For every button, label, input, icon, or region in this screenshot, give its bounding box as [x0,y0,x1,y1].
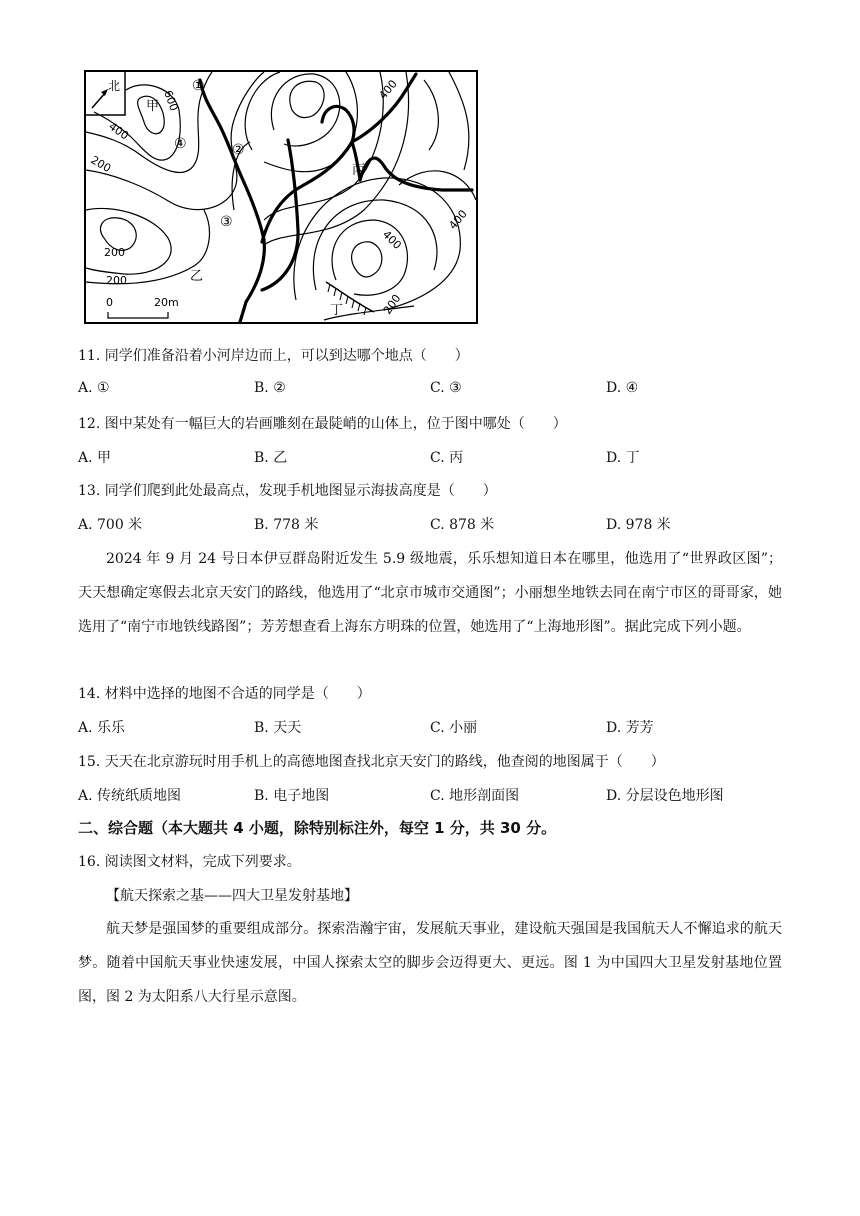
question-16-paragraph [78,912,782,1014]
option-c[interactable]: C. 地形剖面图 [430,788,520,804]
question-16-title: 【航天探索之基——四大卫星发射基地】 [106,888,358,904]
contour-map [84,70,478,324]
question-12-stem: 12. 图中某处有一幅巨大的岩画雕刻在最陡峭的山体上，位于图中哪处（ ） [78,416,567,432]
marker-4: ④ [174,136,187,152]
option-b[interactable]: B. ② [254,380,286,396]
option-c[interactable]: C. ③ [430,380,462,396]
svg-text:0: 0 [106,296,113,309]
material-text: 2024 年 9 月 24 号日本伊豆群岛附近发生 5.9 级地震，乐乐想知道日本在哪里，他选用了“世界政区图”；天天想确定寒假去北京天安门的路线，他选用了“北京市城市交通图”；小丽想坐地铁去同在南宁市区的哥哥家，她选用了“南宁市地铁线路图”；芳芳想查看上海东方明珠的位置，她选用了“上海地形图”。据此完成下列小题。 [78,551,782,635]
question-13-stem: 13. 同学们爬到此处最高点，发现手机地图显示海拔高度是（ ） [78,483,497,499]
option-b[interactable]: B. 乙 [254,450,288,466]
question-16-stem: 16. 阅读图文材料，完成下列要求。 [78,854,301,870]
question-16-text: 航天梦是强国梦的重要组成部分。探索浩瀚宇宙，发展航天事业，建设航天强国是我国航天人不懈追求的航天梦。随着中国航天事业快速发展，中国人探索太空的脚步会迈得更大、更远。图 1 为中国四大卫星发射基地位置图，图 2 为太阳系八大行星示意图。 [78,921,782,1005]
north-label: 北 [108,79,121,93]
contour-label: 200 [106,274,127,287]
contour-label: 400 [376,77,400,102]
option-d[interactable]: D. ④ [606,380,639,396]
option-d[interactable]: D. 分层设色地形图 [606,788,724,804]
option-c[interactable]: C. 丙 [430,450,464,466]
option-a[interactable]: A. 700 米 [78,517,143,533]
option-a[interactable]: A. 乐乐 [78,720,126,736]
contour-label: 600 [161,88,181,113]
point-label-bing: 丙 [352,163,366,178]
marker-1: ① [192,78,205,94]
question-15-stem: 15. 天天在北京游玩时用手机上的高德地图查找北京天安门的路线，他查阅的地图属于（ ） [78,754,665,770]
contour-label: 200 [88,153,114,176]
material-paragraph [78,542,782,644]
option-d[interactable]: D. 978 米 [606,517,671,533]
question-14-stem: 14. 材料中选择的地图不合适的同学是（ ） [78,686,371,702]
option-b[interactable]: B. 778 米 [254,517,319,533]
contour-label: 200 [380,292,404,317]
question-11-stem: 11. 同学们准备沿着小河岸边而上，可以到达哪个地点（ ） [78,348,469,364]
option-d[interactable]: D. 丁 [606,450,640,466]
option-c[interactable]: C. 878 米 [430,517,495,533]
marker-2: ② [232,142,245,158]
option-b[interactable]: B. 天天 [254,720,302,736]
svg-text:20m: 20m [154,296,179,309]
point-label-yi: 乙 [190,269,204,284]
point-label-ding: 丁 [330,303,344,318]
option-a[interactable]: A. ① [78,380,110,396]
option-d[interactable]: D. 芳芳 [606,720,654,736]
option-b[interactable]: B. 电子地图 [254,788,330,804]
section-2-heading: 二、综合题（本大题共 4 小题，除特别标注外，每空 1 分，共 30 分。 [78,819,557,837]
contour-label: 200 [104,246,125,259]
contour-label: 400 [106,119,131,143]
option-a[interactable]: A. 传统纸质地图 [78,788,182,804]
point-label-jia: 甲 [146,99,160,114]
contour-label: 400 [379,227,404,252]
contour-label: 400 [446,207,470,232]
option-a[interactable]: A. 甲 [78,450,112,466]
option-c[interactable]: C. 小丽 [430,720,478,736]
marker-3: ③ [220,214,233,230]
